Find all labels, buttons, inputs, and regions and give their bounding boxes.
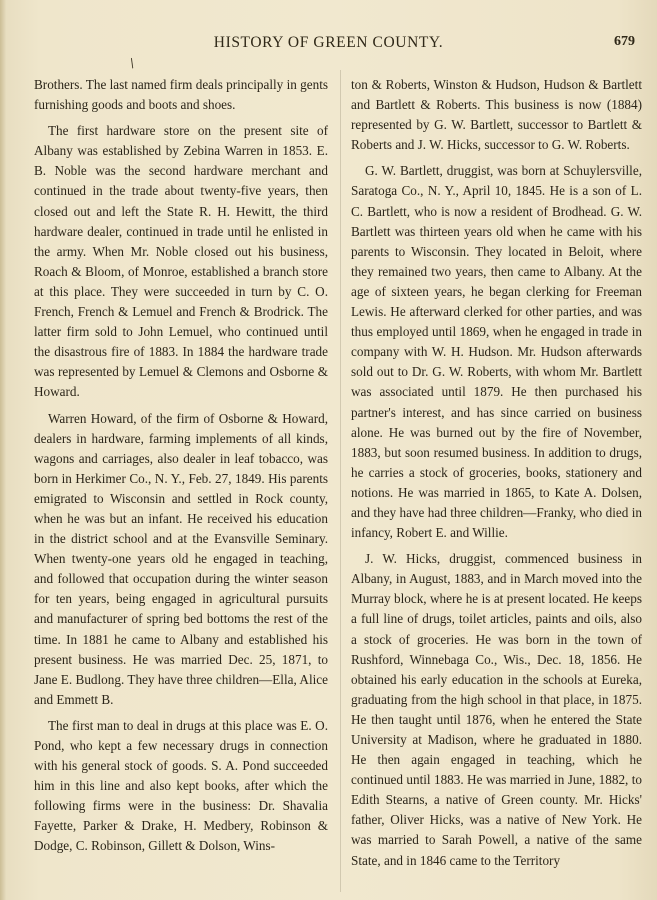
column-divider: [340, 70, 341, 892]
page-number: 679: [614, 34, 635, 49]
margin-mark: /: [127, 55, 137, 71]
paragraph: Warren Howard, of the firm of Osborne & Howard, dealers in hardware, farming implements of all kinds, wagons and carriages, also dealer in leaf tobacco, was born in Herkimer Co., N. Y., Feb. 27, 1849. His parents emigrated to Wisconsin and settled in Rock county, when he was but an infant. He received his education in the district school and at the Evansville Seminary. When twenty-one years old he engaged in teaching, and followed that occupation during the winter season for ten years, being engaged in agricultural pursuits and manufacturer of spring bed bottoms the rest of the time. In 1881 he came to Albany and established his present business. He was married Dec. 25, 1871, to Jane E. Budlong. They have three children—Ella, Alice and Emmett B.: [34, 410, 328, 707]
right-column: [351, 75, 642, 877]
paragraph: Brothers. The last named firm deals principally in gents furnishing goods and boots and shoes.: [34, 77, 328, 113]
paragraph: G. W. Bartlett, druggist, was born at Schuylersville, Saratoga Co., N. Y., April 10, 1845. He is a son of L. C. Bartlett, who is now a resident of Brodhead. G. W. Bartlett was thirteen years old when he came with his parents to Wisconsin. They located in Beloit, where they remained two years, then came to Albany. At the age of sixteen years, he began clerking for Freeman Lewis. He afterward clerked for other parties, and was thus employed until 1869, when he engaged in trade in company with W. H. Hudson. Mr. Hudson afterwards sold out to Dr. G. W. Roberts, with whom Mr. Bartlett was associated until 1879. He then purchased his partner's interest, and has since carried on business alone. He was burned out by the fire of November, 1883, but soon resumed business. In addition to drugs, he carries a stock of groceries, books, stationery and notions. He was married in 1865, to Kate A. Dolsen, and they have had three children—Franky, who died in infancy, Robert E. and Willie.: [351, 163, 642, 541]
running-header: [0, 34, 657, 56]
left-column: [34, 75, 328, 863]
paragraph: The first hardware store on the present site of Albany was established by Zebina Warren in 1853. E. B. Noble was the second hardware merchant and continued in the trade about twenty-five years, then closed out and left the State R. H. Hewitt, the third hardware dealer, continued in trade until he enlisted in the army. When Mr. Noble closed out his business, Roach & Bloom, of Monroe, established a branch store at this place. They were succeeded in turn by C. O. French, French & Lemuel and French & Brodrick. The latter firm sold to John Lemuel, who continued until the disastrous fire of 1883. In 1884 the hardware trade was represented by Lemuel & Clemons and Osborne & Howard.: [34, 123, 328, 400]
paragraph: ton & Roberts, Winston & Hudson, Hudson & Bartlett and Bartlett & Roberts. This business is now (1884) represented by G. W. Bartlett, successor to Bartlett & Roberts and J. W. Hicks, successor to G. W. Roberts.: [351, 77, 642, 153]
paragraph: The first man to deal in drugs at this place was E. O. Pond, who kept a few necessary drugs in connection with his general stock of goods. S. A. Pond succeeded him in this line and also kept books, after which the following firms were in the business: Dr. Shavalia Fayette, Parker & Drake, H. Medbery, Robinson & Dodge, C. Robinson, Gillett & Dolson, Wins-: [34, 717, 328, 854]
header-title: HISTORY OF GREEN COUNTY.: [213, 34, 444, 51]
page-binding-edge: [0, 0, 6, 900]
paragraph: J. W. Hicks, druggist, commenced business in Albany, in August, 1883, and in March moved into the Murray block, where he is at present located. He keeps a full line of drugs, toilet articles, paints and oils, also a stock of groceries. He was born in the town of Rushford, Winnebaga Co., Wis., Dec. 18, 1856. He obtained his early education in the schools at Eureka, graduating from the high school in that place, in 1875. He then taught until 1876, when he entered the State University at Madison, where he graduated in 1880. He then again engaged in teaching, which he continued until 1883. He was married in June, 1882, to Edith Stearns, a native of Green county. Mr. Hicks' father, Oliver Hicks, was a native of New York. He was married to Sarah Powell, a native of the same State, and in 1846 came to the Territory: [351, 551, 642, 868]
